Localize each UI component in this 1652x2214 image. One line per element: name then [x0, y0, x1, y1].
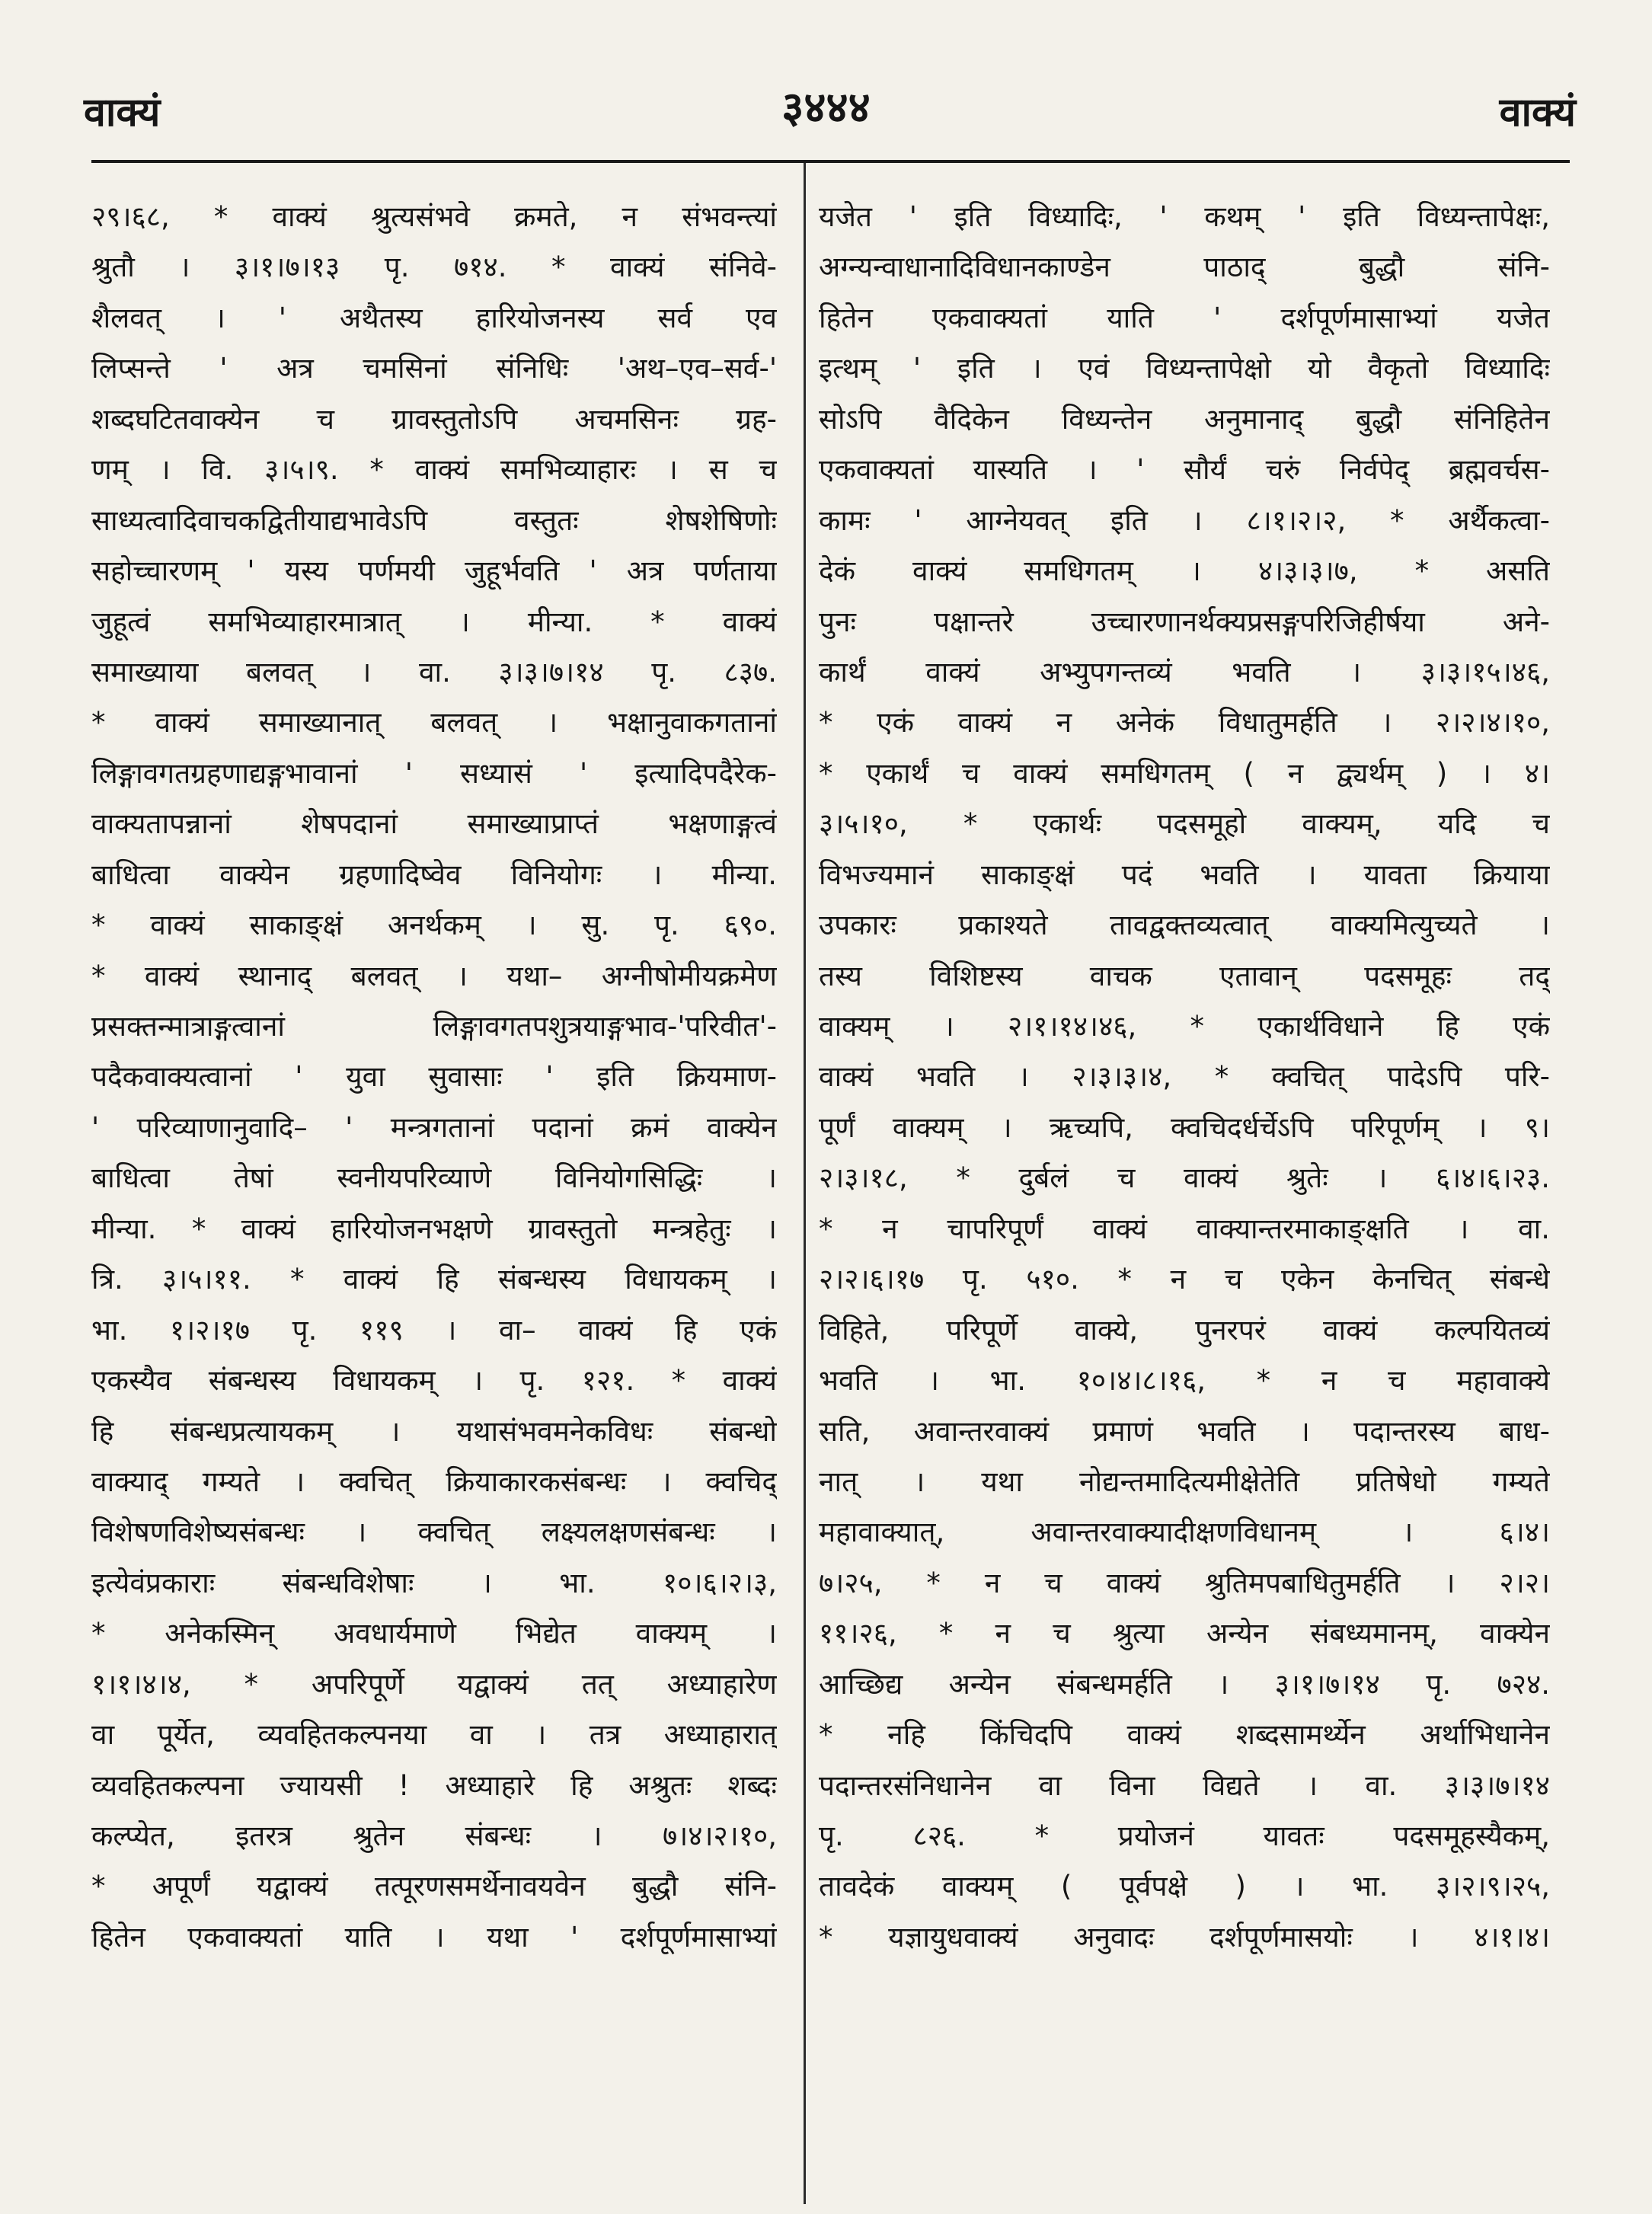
text-line: देकं वाक्यं समधिगतम् । ४।३।३।७, * असति [819, 554, 1550, 588]
text-line: ७।२५, * न च वाक्यं श्रुतिमपबाधितुमर्हति । २।२। [819, 1566, 1550, 1599]
text-line: * अनेकस्मिन् अवधार्यमाणे भिद्येत वाक्यम् । [91, 1617, 777, 1650]
text-line: ' परिव्याणानुवादि– ' मन्त्रगतानां पदानां क्रमं वाक्येन [91, 1110, 777, 1144]
text-line: आच्छिद्य अन्येन संबन्धमर्हति । ३।१।७।१४ पृ. ७२४. [819, 1667, 1550, 1701]
text-line: २।३।१८, * दुर्बलं च वाक्यं श्रुतेः । ६।४।६।२३. [819, 1161, 1550, 1195]
text-line: * एकार्थं च वाक्यं समधिगतम् ( न द्व्यर्थम् ) । ४। [819, 756, 1550, 790]
text-line: एकवाक्यतां यास्यति । ' सौर्यं चरुं निर्वपेद् ब्रह्मवर्चस- [819, 453, 1550, 487]
text-line: * वाक्यं समाख्यानात् बलवत् । भक्षानुवाकगतानां [91, 706, 777, 740]
text-line: लिङ्गावगतग्रहणाद्यङ्गभावानां ' सध्यासं ' इत्यादिपदैरेक- [91, 756, 777, 790]
text-line: तावदेकं वाक्यम् ( पूर्वपक्षे ) । भा. ३।२।९।२५, [819, 1870, 1550, 1903]
text-line: * वाक्यं साकाङ्क्षं अनर्थकम् । सु. पृ. ६९०. [91, 909, 777, 942]
text-line: * एकं वाक्यं न अनेकं विधातुमर्हति । २।२।४।१०, [819, 706, 1550, 740]
text-line: प्रसक्तन्मात्राङ्गत्वानां लिङ्गावगतपशुत्रयाङ्गभाव-'परिवीत'- [91, 1010, 777, 1043]
running-head-left: वाक्यं [84, 90, 161, 136]
text-line: हितेन एकवाक्यतां याति ' दर्शपूर्णमासाभ्यां यजेत [819, 301, 1550, 334]
text-line: शब्दघटितवाक्येन च ग्रावस्तुतोऽपि अचमसिनः ग्रह- [91, 402, 777, 436]
text-line: ३।५।१०, * एकार्थः पदसमूहो वाक्यम्, यदि च [819, 807, 1550, 841]
text-line: * अपूर्णं यद्वाक्यं तत्पूरणसमर्थेनावयवेन बुद्धौ संनि- [91, 1870, 777, 1903]
text-line: उपकारः प्रकाश्यते तावद्वक्तव्यत्वात् वाक्यमित्युच्यते । [819, 909, 1550, 942]
text-line: शैलवत् । ' अथैतस्य हारियोजनस्य सर्व एव [91, 301, 777, 334]
text-line: अग्न्यन्वाधानादिविधानकाण्डेन पाठाद् बुद्धौ संनि- [819, 251, 1550, 284]
text-line: भा. १।२।१७ पृ. ११९ । वा– वाक्यं हि एकं [91, 1313, 777, 1347]
text-line: णम् । वि. ३।५।९. * वाक्यं समभिव्याहारः । स च [91, 453, 777, 487]
text-line: इत्येवंप्रकाराः संबन्धविशेषाः । भा. १०।६।२।३, [91, 1566, 777, 1599]
text-line: तस्य विशिष्टस्य वाचक एतावान् पदसमूहः तद् [819, 959, 1550, 992]
page-number: ३४४४ [781, 83, 871, 133]
text-line: हि संबन्धप्रत्यायकम् । यथासंभवमनेकविधः संबन्धो [91, 1414, 777, 1448]
running-head-right: वाक्यं [1499, 90, 1576, 136]
text-line: कामः ' आग्नेयवत् इति । ८।१।२।२, * अर्थैकत्वा- [819, 503, 1550, 537]
left-column [91, 192, 777, 1963]
text-line: बाधित्वा तेषां स्वनीयपरिव्याणे विनियोगसिद्धिः । [91, 1161, 777, 1195]
text-line: सति, अवान्तरवाक्यं प्रमाणं भवति । पदान्तरस्य बाध- [819, 1414, 1550, 1448]
text-line: साध्यत्वादिवाचकद्वितीयाद्यभावेऽपि वस्तुतः शेषशेषिणोः [91, 503, 777, 537]
text-line: * यज्ञायुधवाक्यं अनुवादः दर्शपूर्णमासयोः । ४।१।४। [819, 1920, 1550, 1954]
text-line: पृ. ८२६. * प्रयोजनं यावतः पदसमूहस्यैकम्, [819, 1819, 1550, 1852]
text-line: * नहि किंचिदपि वाक्यं शब्दसामर्थ्येन अर्थाभिधानेन [819, 1718, 1550, 1752]
text-line: समाख्याया बलवत् । वा. ३।३।७।१४ पृ. ८३७. [91, 655, 777, 688]
text-line: सोऽपि वैदिकेन विध्यन्तेन अनुमानाद् बुद्धौ संनिहितेन [819, 402, 1550, 436]
text-line: श्रुतौ । ३।१।७।१३ पृ. ७१४. * वाक्यं संनिवे- [91, 251, 777, 284]
text-line: मीन्या. * वाक्यं हारियोजनभक्षणे ग्रावस्तुतो मन्त्रहेतुः । [91, 1212, 777, 1245]
right-column [819, 192, 1550, 1963]
text-line: त्रि. ३।५।११. * वाक्यं हि संबन्धस्य विधायकम् । [91, 1263, 777, 1296]
text-line: बाधित्वा वाक्येन ग्रहणादिष्वेव विनियोगः । मीन्या. [91, 858, 777, 891]
column-divider [804, 163, 806, 2204]
text-line: पूर्णं वाक्यम् । ऋच्यपि, क्वचिदर्धर्चेऽपि परिपूर्णम् । ९। [819, 1110, 1550, 1144]
text-line: महावाक्यात्, अवान्तरवाक्यादीक्षणविधानम् । ६।४। [819, 1516, 1550, 1549]
text-line: २।२।६।१७ पृ. ५१०. * न च एकेन केनचित् संबन्धे [819, 1263, 1550, 1296]
text-line: वाक्याद् गम्यते । क्वचित् क्रियाकारकसंबन्धः । क्वचिद् [91, 1465, 777, 1498]
text-line: जुहूत्वं समभिव्याहारमात्रात् । मीन्या. * वाक्यं [91, 605, 777, 638]
text-line: पदैकवाक्यत्वानां ' युवा सुवासाः ' इति क्रियमाण- [91, 1060, 777, 1094]
text-line: ११।२६, * न च श्रुत्या अन्येन संबध्यमानम्, वाक्येन [819, 1617, 1550, 1650]
text-line: २९।६८, * वाक्यं श्रुत्यसंभवे क्रमते, न संभवन्त्यां [91, 200, 777, 233]
text-line: वाक्यतापन्नानां शेषपदानां समाख्याप्राप्तं भक्षणाङ्गत्वं [91, 807, 777, 841]
text-line: पदान्तरसंनिधानेन वा विना विद्यते । वा. ३।३।७।१४ [819, 1768, 1550, 1802]
text-line: कार्थं वाक्यं अभ्युपगन्तव्यं भवति । ३।३।१५।४६, [819, 655, 1550, 688]
text-line: एकस्यैव संबन्धस्य विधायकम् । पृ. १२१. * वाक्यं [91, 1364, 777, 1398]
text-line: वा पूर्येत, व्यवहितकल्पनया वा । तत्र अध्याहारात् [91, 1718, 777, 1752]
text-line: भवति । भा. १०।४।८।१६, * न च महावाक्ये [819, 1364, 1550, 1398]
text-line: सहोच्चारणम् ' यस्य पर्णमयी जुहूर्भवति ' अत्र पर्णताया [91, 554, 777, 588]
text-line: विशेषणविशेष्यसंबन्धः । क्वचित् लक्ष्यलक्षणसंबन्धः । [91, 1516, 777, 1549]
text-line: पुनः पक्षान्तरे उच्चारणानर्थक्यप्रसङ्गपरिजिहीर्षया अने- [819, 605, 1550, 638]
text-line: * वाक्यं स्थानाद् बलवत् । यथा– अग्नीषोमीयक्रमेण [91, 959, 777, 992]
text-line: नात् । यथा नोद्यन्तमादित्यमीक्षेतेति प्रतिषेधो गम्यते [819, 1465, 1550, 1498]
text-line: विहिते, परिपूर्णे वाक्ये, पुनरपरं वाक्यं कल्पयितव्यं [819, 1313, 1550, 1347]
header-rule [91, 160, 1570, 163]
text-line: हितेन एकवाक्यतां याति । यथा ' दर्शपूर्णमासाभ्यां [91, 1920, 777, 1954]
text-line: यजेत ' इति विध्यादिः, ' कथम् ' इति विध्यन्तापेक्षः, [819, 200, 1550, 233]
text-line: लिप्सन्ते ' अत्र चमसिनां संनिधिः 'अथ–एव–सर्व-' [91, 352, 777, 385]
text-line: इत्थम् ' इति । एवं विध्यन्तापेक्षो यो वैकृतो विध्यादिः [819, 352, 1550, 385]
text-line: व्यवहितकल्पना ज्यायसी ! अध्याहारे हि अश्रुतः शब्दः [91, 1768, 777, 1802]
text-line: १।१।४।४, * अपरिपूर्णे यद्वाक्यं तत् अध्याहारेण [91, 1667, 777, 1701]
text-line: * न चापरिपूर्णं वाक्यं वाक्यान्तरमाकाङ्क्षति । वा. [819, 1212, 1550, 1245]
text-line: वाक्यम् । २।१।१४।४६, * एकार्थविधाने हि एकं [819, 1010, 1550, 1043]
text-line: विभज्यमानं साकाङ्क्षं पदं भवति । यावता क्रियाया [819, 858, 1550, 891]
text-line: वाक्यं भवति । २।३।३।४, * क्वचित् पादेऽपि परि- [819, 1060, 1550, 1094]
text-line: कल्प्येत, इतरत्र श्रुतेन संबन्धः । ७।४।२।१०, [91, 1819, 777, 1852]
